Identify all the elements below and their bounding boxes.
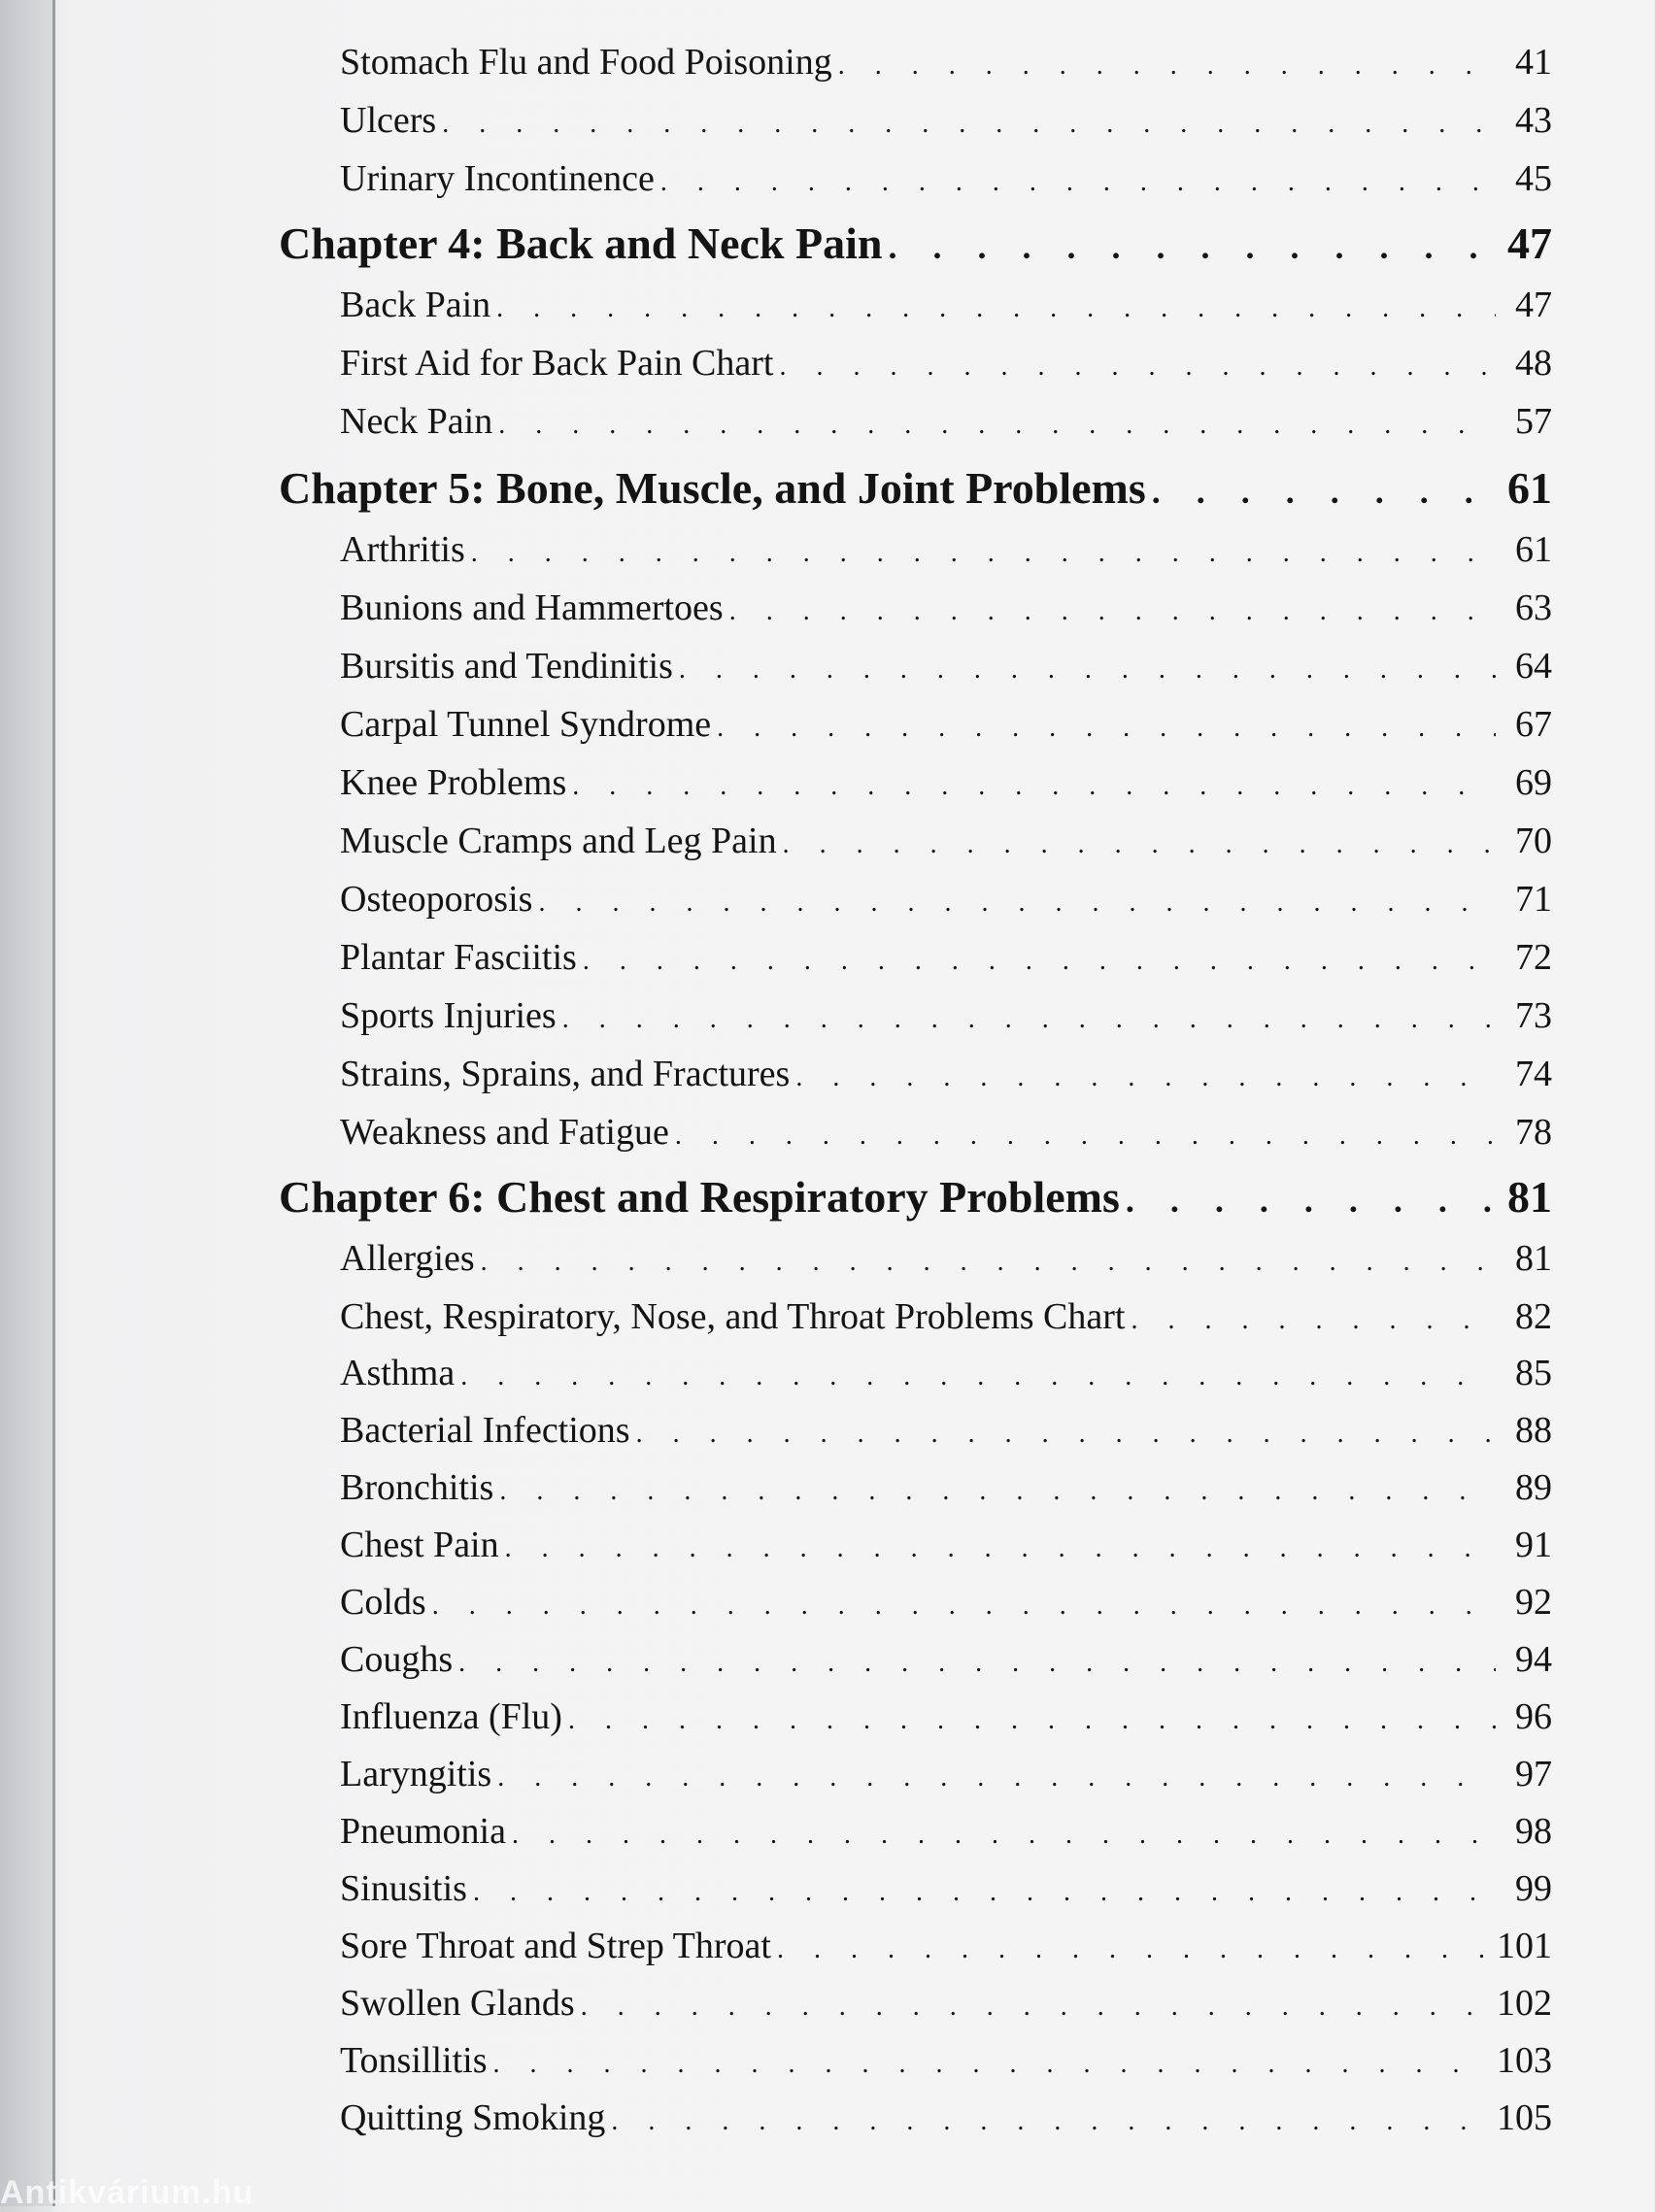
toc-entry [340,400,1552,449]
toc-entry-page: 102 [1497,1983,1552,2024]
toc-chapter-title: Chapter 5: Bone, Muscle, and Joint Problems [279,463,1146,513]
toc-entry-title: Stomach Flu and Food Poisoning [340,42,832,83]
toc-entry-title: Sports Injuries [340,995,557,1036]
watermark: Antikvárium.hu [0,2174,254,2211]
toc-entry-page: 103 [1497,2040,1552,2081]
toc-entry-page: 73 [1515,995,1552,1036]
toc-entry-page: 98 [1515,1811,1552,1852]
dot-leader [572,771,1496,802]
dot-leader [783,829,1496,860]
dot-leader [636,1419,1496,1450]
toc-entry-page: 43 [1515,100,1552,141]
toc-entry-title: Laryngitis [340,1754,492,1794]
toc-entry [340,1753,1552,1801]
toc-entry [340,1982,1552,2030]
toc-entry-title: Pneumonia [340,1811,506,1852]
toc-entry [340,1237,1552,1286]
dot-leader [679,654,1496,686]
toc-entry-page: 99 [1515,1868,1552,1909]
toc-entry [340,2096,1552,2145]
toc-entry-title: Coughs [340,1639,454,1680]
toc-entry-page: 67 [1515,704,1552,745]
dot-leader [675,1121,1496,1152]
toc-entry-page: 57 [1515,401,1552,442]
toc-entry-title: Urinary Incontinence [340,158,655,199]
toc-entry-title: Chest Pain [340,1525,499,1565]
toc-entry-page: 96 [1515,1696,1552,1737]
dot-leader [888,226,1496,267]
toc-entry-title: Ulcers [340,100,437,141]
toc-entry-page: 94 [1515,1639,1552,1680]
toc-entry-title: Weakness and Fatigue [340,1112,669,1153]
toc-entry [340,820,1552,868]
toc-entry [340,99,1552,148]
toc-entry [340,1867,1552,1916]
toc-entry [340,284,1552,332]
dot-leader [1131,1305,1496,1336]
toc-entry-page: 69 [1515,762,1552,803]
toc-entry-title: Plantar Fasciitis [340,937,577,978]
dot-leader [458,1648,1496,1679]
toc-entry-page: 48 [1515,343,1552,384]
toc-entry-page: 82 [1515,1296,1552,1337]
dot-leader [795,1062,1496,1093]
toc-chapter-page: 61 [1507,463,1552,513]
toc-entry-page: 101 [1497,1926,1552,1966]
dot-leader [777,1934,1487,1965]
toc-entry [340,878,1552,926]
toc-entry [340,1695,1552,1744]
toc-entry [340,761,1552,810]
toc-entry [340,1409,1552,1458]
toc-entry-page: 72 [1515,937,1552,978]
toc-entry [340,41,1552,89]
toc-entry-title: Bronchitis [340,1467,494,1508]
toc-entry-title: Allergies [340,1238,475,1279]
toc-entry [340,1925,1552,1973]
dot-leader [581,1992,1487,2023]
toc-entry-page: 47 [1515,285,1552,325]
toc-entry [340,1352,1552,1400]
toc-entry-page: 41 [1515,42,1552,83]
toc-entry-page: 89 [1515,1467,1552,1508]
toc-entry-title: Sore Throat and Strep Throat [340,1926,771,1966]
toc-entry [340,1638,1552,1687]
toc-entry [340,587,1552,635]
dot-leader [498,410,1496,441]
toc-entry-title: Arthritis [340,529,465,570]
dot-leader [499,1476,1496,1507]
dot-leader [779,352,1496,383]
dot-leader [442,109,1496,140]
toc-entry-title: Bunions and Hammertoes [340,587,724,628]
toc-entry-page: 88 [1515,1410,1552,1451]
toc-entry [340,936,1552,985]
dot-leader [497,1762,1496,1793]
toc-entry-page: 71 [1515,879,1552,920]
toc-entry [340,342,1552,390]
dot-leader [611,2106,1487,2137]
dot-leader [473,1877,1496,1908]
toc-entry-title: Back Pain [340,285,491,325]
toc-entry [340,645,1552,693]
toc-entry-page: 91 [1515,1525,1552,1565]
toc-entry [340,1524,1552,1572]
toc-entry-title: Neck Pain [340,401,493,442]
dot-leader [717,713,1496,744]
toc-entry-title: Influenza (Flu) [340,1696,562,1737]
toc-entry-title: Muscle Cramps and Leg Pain [340,821,777,861]
toc-entry-page: 70 [1515,821,1552,861]
dot-leader [562,1004,1496,1035]
toc-chapter-page: 47 [1507,218,1552,268]
toc-entry-title: Asthma [340,1353,456,1393]
toc-chapter-heading [279,218,1552,274]
toc-entry-title: Swollen Glands [340,1983,575,2024]
dot-leader [1126,1180,1496,1221]
toc-entry-page: 85 [1515,1353,1552,1393]
toc-entry [340,1466,1552,1515]
dot-leader [660,167,1496,198]
toc-chapter-title: Chapter 6: Chest and Respiratory Problems [279,1172,1120,1222]
toc-entry-title: Chest, Respiratory, Nose, and Throat Problems Chart [340,1296,1126,1337]
toc-entry-page: 78 [1515,1112,1552,1153]
toc-entry-page: 92 [1515,1582,1552,1623]
toc-entry-page: 74 [1515,1054,1552,1094]
toc-entry-title: Colds [340,1582,426,1623]
dot-leader [512,1820,1496,1851]
dot-leader [1152,471,1496,512]
dot-leader [492,2049,1487,2080]
toc-entry-title: Carpal Tunnel Syndrome [340,704,712,745]
dot-leader [471,538,1496,569]
toc-chapter-heading [279,462,1552,519]
toc-chapter-heading [279,1171,1552,1227]
toc-entry-page: 105 [1497,2097,1552,2138]
toc-entry [340,1581,1552,1629]
toc-entry-title: Bursitis and Tendinitis [340,646,673,687]
toc-entry [340,1295,1552,1344]
toc-entry-page: 45 [1515,158,1552,199]
toc-entry-title: Quitting Smoking [340,2097,606,2138]
dot-leader [496,293,1496,324]
dot-leader [432,1591,1496,1622]
toc-chapter-title: Chapter 4: Back and Neck Pain [279,218,883,268]
toc-entry [340,528,1552,577]
toc-entry-page: 81 [1515,1238,1552,1279]
dot-leader [568,1705,1496,1736]
dot-leader [729,596,1496,627]
toc-entry [340,994,1552,1043]
toc-entry-page: 97 [1515,1754,1552,1794]
toc-entry-title: Knee Problems [340,762,567,803]
toc-entry [340,157,1552,206]
toc-entry [340,703,1552,752]
toc-chapter-page: 81 [1507,1172,1552,1222]
dot-leader [505,1533,1496,1564]
toc-entry-title: Bacterial Infections [340,1410,630,1451]
dot-leader [583,946,1496,977]
toc-entry [340,1053,1552,1101]
toc-entry-page: 64 [1515,646,1552,687]
dot-leader [538,888,1496,919]
dot-leader [481,1247,1496,1278]
toc-entry-title: Strains, Sprains, and Fractures [340,1054,791,1094]
toc-entry-title: Tonsillitis [340,2040,488,2081]
toc-entry-page: 61 [1515,529,1552,570]
dot-leader [838,50,1496,82]
dot-leader [460,1361,1496,1392]
toc-entry-title: First Aid for Back Pain Chart [340,343,774,384]
toc-entry-title: Osteoporosis [340,879,533,920]
toc-entry [340,2039,1552,2088]
toc-entry [340,1810,1552,1859]
toc-entry [340,1111,1552,1159]
toc-entry-title: Sinusitis [340,1868,467,1909]
toc-entry-page: 63 [1515,587,1552,628]
